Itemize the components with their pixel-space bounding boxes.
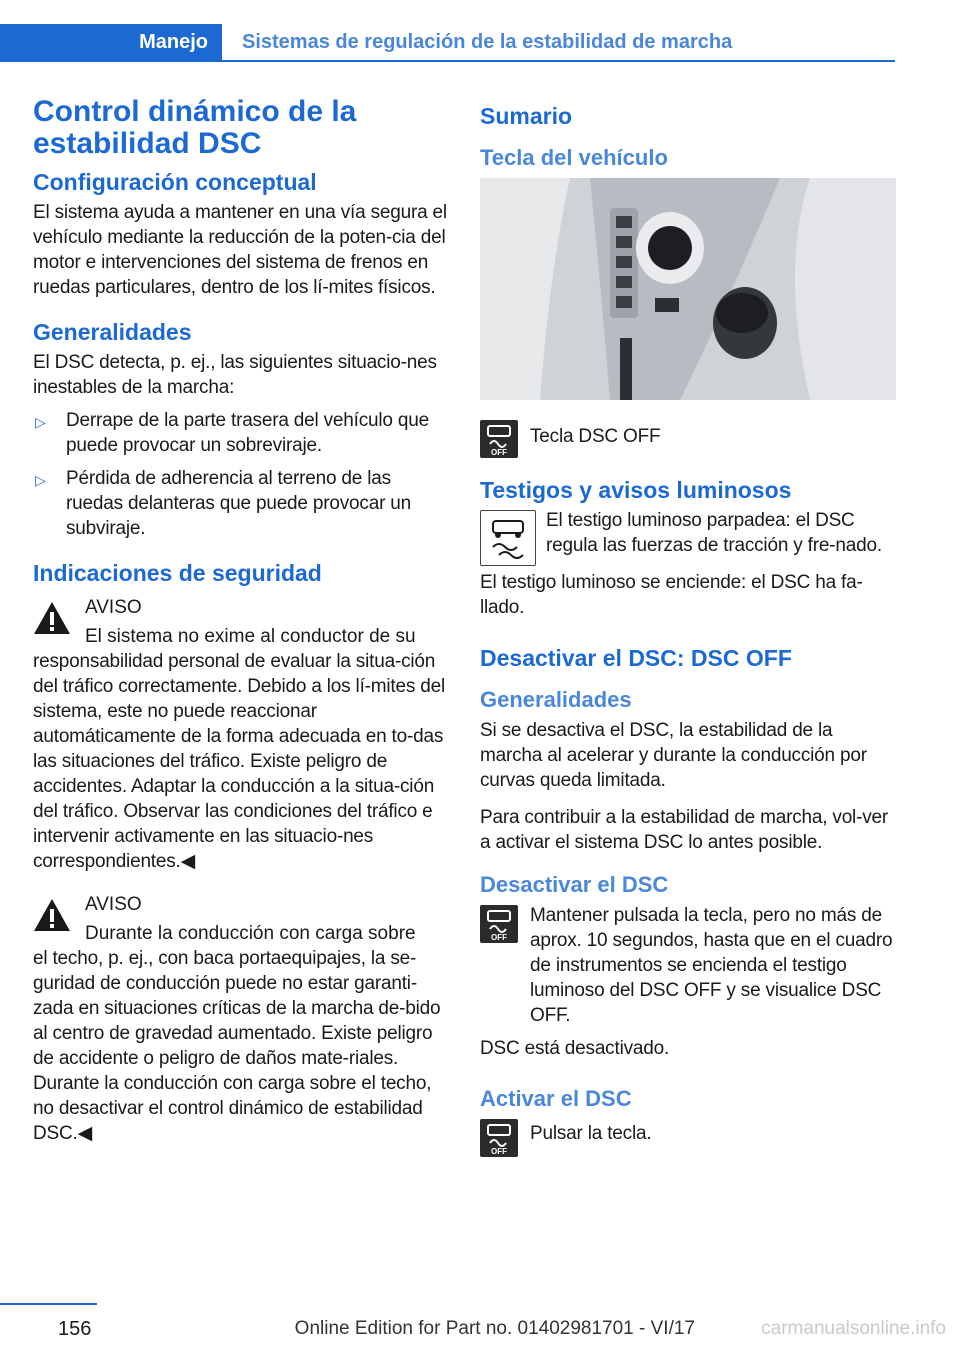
indicator-on-text: El testigo luminoso se enciende: el DSC ha fa‐llado. xyxy=(480,572,863,618)
indicator-row xyxy=(480,508,896,558)
svg-text:OFF: OFF xyxy=(491,1147,507,1156)
warning-text: responsabilidad personal de evaluar la situa‐ción del tráfico correctamente. Debido a los lí‐mites del sistema, este no puede reaccionar automáticamente de la forma adecuada en to‐das las situaciones del tráfico. Existe peligro de accidentes. Adaptar la conducción a la situa‐ción del tráfico. Observar las condiciones del tráfico e intervenir activamente en las situacio‐nes correspondientes.◀ xyxy=(33,651,446,872)
deactivate-row xyxy=(480,903,896,1028)
deactivate2-heading: Desactivar el DSC xyxy=(480,872,669,897)
dsc-key-label: Tecla DSC OFF xyxy=(530,426,661,447)
activate-text: Pulsar la tecla. xyxy=(530,1123,652,1144)
warning-label: AVISO xyxy=(85,894,142,915)
dsc-off-key-icon xyxy=(480,420,518,458)
concept-text: El sistema ayuda a mantener en una vía segura el vehículo mediante la reducción de la poten‐cia del motor e intervenciones del sistema de frenos en ruedas particulares, dentro de los lí‐mites físicos. xyxy=(33,202,447,298)
general2-heading: Generalidades xyxy=(480,687,632,712)
deactivate-heading: Desactivar el DSC: DSC OFF xyxy=(480,645,792,671)
center-console-photo xyxy=(480,178,896,400)
summary-heading: Sumario xyxy=(480,103,573,129)
warning-block xyxy=(33,892,451,1146)
chapter-tab xyxy=(222,24,895,62)
general2-text-1: Si se desactiva el DSC, la estabilidad de la marcha al acelerar y durante la conducción por curvas queda limitada. xyxy=(480,720,867,791)
svg-text:OFF: OFF xyxy=(491,933,507,942)
general-text: El DSC detecta, p. ej., las siguientes situacio‐nes inestables de la marcha: xyxy=(33,352,437,398)
edition-text: Online Edition for Part no. 01402981701 - VI/17 xyxy=(294,1318,695,1339)
warning-text-first: El sistema no exime al conductor de su xyxy=(85,626,416,647)
indicator-blink-text: El testigo luminoso parpadea: el DSC regula las fuerzas de tracción y fre‐nado. xyxy=(546,510,882,556)
footer-divider xyxy=(0,1303,97,1305)
general2-text-2: Para contribuir a la estabilidad de marcha, vol‐ver a activar el sistema DSC lo antes posible. xyxy=(480,807,889,853)
situation-list xyxy=(33,408,451,541)
warning-block xyxy=(33,595,451,874)
dsc-off-key-icon xyxy=(480,1119,518,1157)
warning-icon xyxy=(33,898,71,932)
list-item: ▷ Derrape de la parte trasera del vehículo que puede provocar un sobreviraje. xyxy=(35,410,429,456)
activate-heading: Activar el DSC xyxy=(480,1086,632,1111)
general-heading: Generalidades xyxy=(33,319,192,345)
activate-row xyxy=(480,1117,896,1157)
section-label: Manejo xyxy=(139,31,208,53)
indicators-heading: Testigos y avisos luminosos xyxy=(480,477,792,503)
deactivated-text: DSC está desactivado. xyxy=(480,1038,670,1059)
concept-heading: Configuración conceptual xyxy=(33,169,317,195)
bullet-triangle-icon: ▷ xyxy=(35,472,46,488)
chapter-label: Sistemas de regulación de la estabilidad de marcha xyxy=(242,31,733,53)
bullet-triangle-icon: ▷ xyxy=(35,414,46,430)
deactivate2-text: Mantener pulsada la tecla, pero no más de aprox. 10 segundos, hasta que en el cuadro de instrumentos se encienda el testigo luminoso del DSC OFF y se visualice DSC OFF. xyxy=(530,905,893,1026)
key-heading: Tecla del vehículo xyxy=(480,145,668,170)
watermark: carmanualsonline.info xyxy=(761,1318,946,1339)
warning-label: AVISO xyxy=(85,597,142,618)
page-title: Control dinámico de la estabilidad DSC xyxy=(33,95,357,160)
warning-icon xyxy=(33,601,71,635)
warning-text: el techo, p. ej., con baca portaequipajes, la se‐guridad de conducción puede no estar garanti‐zada en situaciones críticas de la marcha de‐bido al centro de gravedad aumentado. Existe peligro de accidente o peligro de daños mate‐riales. Durante la conducción con carga sobre el techo, no desactivar el control dinámico de estabilidad DSC.◀ xyxy=(33,948,441,1144)
page-header xyxy=(0,24,895,62)
left-column xyxy=(33,96,451,1160)
page-number: 156 xyxy=(58,1318,92,1340)
dsc-off-key-icon xyxy=(480,905,518,943)
dsc-indicator-icon xyxy=(480,510,536,566)
section-tab xyxy=(0,24,222,62)
warning-text-first: Durante la conducción con carga sobre xyxy=(85,923,416,944)
header-divider xyxy=(222,60,895,62)
right-column xyxy=(480,96,896,1169)
dsc-key-row xyxy=(480,418,896,458)
svg-text:OFF: OFF xyxy=(491,448,507,457)
console-illustration xyxy=(480,178,896,400)
list-item: ▷ Pérdida de adherencia al terreno de las ruedas delanteras que puede provocar un subviraje. xyxy=(35,468,412,539)
safety-heading: Indicaciones de seguridad xyxy=(33,560,322,586)
